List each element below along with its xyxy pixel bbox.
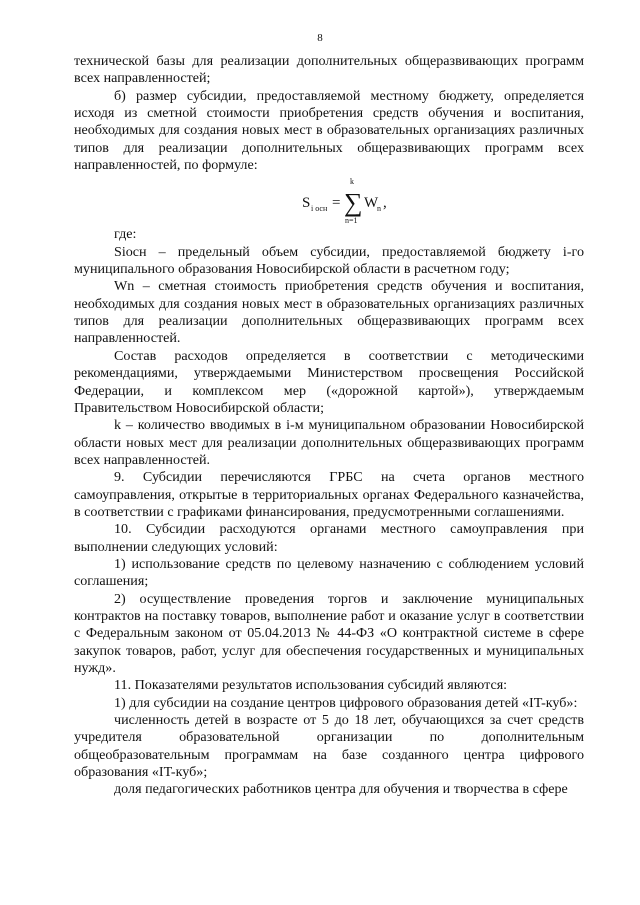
formula-trailing-comma: , [383, 195, 387, 212]
document-body [74, 53, 584, 799]
formula-equals: = [332, 195, 341, 212]
paragraph-definition-w: Wn – сметная стоимость приобретения средств обучения и воспитания, необходимых для создания новых мест в образовательных организациях различных типов для реализации дополнительных общеразвивающих программ всех направленностей. [74, 278, 584, 347]
formula-lhs-subscript: i осн [311, 204, 328, 214]
paragraph-item-10-2: 2) осуществление проведения торгов и заключение муниципальных контрактов на поставку товаров, выполнение работ и оказание услуг в соответствии с Федеральным законом от 05.04.2013 № 44-ФЗ «О контрактной системе в сфере закупок товаров, работ, услуг для обеспечения государственных и муниципальных нужд». [74, 590, 584, 676]
paragraph-subsidy-size: б) размер субсидии, предоставляемой местному бюджету, определяется исходя из сметной стоимости приобретения средств обучения и воспитания, необходимых для создания новых мест в образовательных организациях различных типов для реализации дополнительных общеразвивающих программ всех направленностей, по формуле: [74, 87, 584, 174]
paragraph-item-11: 11. Показателями результатов использования субсидий являются: [114, 677, 508, 694]
paragraph-definition-s: Sioсн – предельный объем субсидии, предоставляемой бюджету i-го муниципального образования Новосибирской области в расчетном году; [74, 243, 584, 278]
page-number: 8 [317, 32, 323, 44]
formula-lhs: S [302, 195, 311, 212]
paragraph-teachers-share: доля педагогических работников центра для обучения и творчества в сфере [114, 781, 568, 798]
formula-term-subscript: n [377, 204, 381, 214]
paragraph-item-11-1: 1) для субсидии на создание центров цифрового образования детей «IT-куб»: [114, 694, 578, 711]
paragraph-definition-k: k – количество вводимых в i-м муниципальном образовании Новосибирской области новых мест для реализации дополнительных общеразвивающих программ всех направленностей. [74, 417, 584, 468]
paragraph-cost-composition: Состав расходов определяется в соответствии с методическими рекомендациями, утверждаемыми Министерством просвещения Российской Федерации, и комплексом мер («дорожной картой»), утверждаемым Правительством Новосибирской области; [74, 347, 584, 416]
formula-upper-limit: k [350, 177, 354, 187]
paragraph-continuation: технической базы для реализации дополнительных общеразвивающих программ всех направленностей; [74, 53, 584, 87]
paragraph-item-9: 9. Субсидии перечисляются ГРБС на счета органов местного самоуправления, открытые в территориальных органах Федерального казначейства, в соответствии с графиками финансирования, предусмотренными соглашениями. [74, 469, 584, 520]
formula-sum-symbol: ∑ [344, 188, 363, 218]
subsidy-formula [74, 174, 584, 226]
paragraph-item-10-1: 1) использование средств по целевому назначению с соблюдением условий соглашения; [74, 555, 584, 590]
paragraph-item-10: 10. Субсидии расходуются органами местного самоуправления при выполнении следующих условий: [74, 521, 584, 555]
formula-svg [74, 174, 584, 226]
paragraph-children-count: численность детей в возрасте от 5 до 18 лет, обучающихся за счет средств учредителя образовательной организации по дополнительным общеобразовательным программам на базе созданного центра цифрового образования «IT-куб»; [74, 712, 584, 781]
paragraph-where: где: [114, 226, 137, 243]
formula-term: W [364, 195, 379, 212]
formula-lower-limit: n=1 [345, 216, 358, 226]
